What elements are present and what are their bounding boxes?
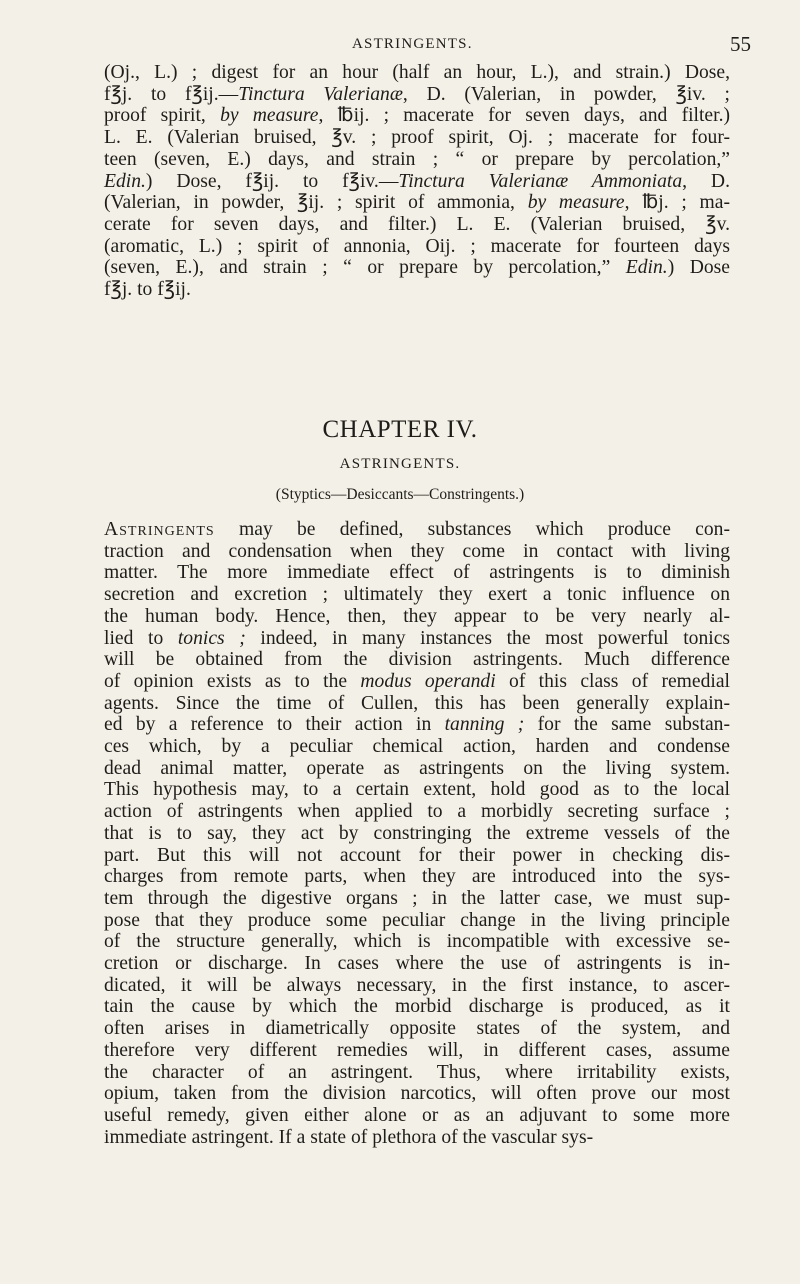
text-line: part. But this will not account for their power in checking dis- [104, 844, 730, 866]
text-line: traction and condensation when they come in contact with living [104, 540, 730, 562]
text-line: proof spirit, by measure, ℔ij. ; macerate for seven days, and filter.) [104, 105, 730, 127]
text-line: (seven, E.), and strain ; “ or prepare by percolation,” Edin.) Dose [104, 257, 730, 279]
text-line: immediate astringent. If a state of plethora of the vascular sys- [104, 1126, 594, 1148]
text-line: useful remedy, given either alone or as an adjuvant to some more [104, 1104, 730, 1126]
chapter-subtitle: (Styptics—Desiccants—Constringents.) [275, 486, 525, 503]
text-line: the character of an astringent. Thus, where irritability exists, [104, 1061, 730, 1083]
text-line: ces which, by a peculiar chemical action, harden and condense [104, 736, 730, 758]
text-line: (Oj., L.) ; digest for an hour (half an hour, L.), and strain.) Dose, [104, 62, 730, 83]
text-line: that is to say, they act by constringing the extreme vessels of the [104, 822, 730, 844]
text-line: therefore very different remedies will, in different cases, assume [104, 1039, 730, 1061]
text-line-first [104, 519, 730, 541]
text-line: the human body. Hence, then, they appear to be very nearly al- [104, 605, 730, 627]
main-paragraph [104, 519, 730, 1148]
text-line: will be obtained from the division astringents. Much difference [104, 649, 730, 671]
text-line: charges from remote parts, when they are introduced into the sys- [104, 866, 730, 888]
first-line-rest: may be defined, substances which produce con- [214, 519, 730, 540]
text-line: dead animal matter, operate as astringents on the living system. [104, 757, 730, 779]
text-line: dicated, it will be always necessary, in the first instance, to ascer- [104, 974, 730, 996]
running-title: ASTRINGENTS. [352, 36, 473, 52]
lead-word: Astringents [104, 519, 215, 540]
top-paragraph [104, 62, 730, 301]
text-line: cretion or discharge. In cases where the use of astringents is in- [104, 953, 730, 975]
text-line: tem through the digestive organs ; in the latter case, we must sup- [104, 887, 730, 909]
text-line: tain the cause by which the morbid discharge is produced, as it [104, 996, 730, 1018]
section-heading: ASTRINGENTS. [339, 456, 461, 472]
text-line: Edin.) Dose, f℥ij. to f℥iv.—Tinctura Valerianæ Ammoniata, D. [104, 170, 730, 192]
text-line: ed by a reference to their action in tanning ; for the same substan- [104, 714, 730, 736]
page-number: 55 [730, 32, 751, 56]
text-line: (aromatic, L.) ; spirit of annonia, Oij. ; macerate for fourteen days [104, 235, 730, 257]
text-line: of opinion exists as to the modus operandi of this class of remedial [104, 670, 730, 692]
text-line: opium, taken from the division narcotics, will often prove our most [104, 1083, 730, 1105]
text-line: teen (seven, E.) days, and strain ; “ or prepare by percolation,” [104, 148, 730, 170]
text-line: often arises in diametrically opposite states of the system, and [104, 1018, 730, 1040]
text-line: f℥j. to f℥ij. [104, 279, 191, 301]
chapter-heading: CHAPTER IV. [322, 416, 478, 443]
text-line: secretion and excretion ; ultimately they exert a tonic influence on [104, 584, 730, 606]
text-line: action of astringents when applied to a morbidly secreting surface ; [104, 801, 730, 823]
running-head [0, 32, 800, 56]
text-line: f℥j. to f℥ij.—Tinctura Valerianæ, D. (Valerian, in powder, ℥iv. ; [104, 83, 730, 105]
text-line: of the structure generally, which is incompatible with excessive se- [104, 931, 730, 953]
text-line: L. E. (Valerian bruised, ℥v. ; proof spirit, Oj. ; macerate for four- [104, 127, 730, 149]
text-line: agents. Since the time of Cullen, this has been generally explain- [104, 692, 730, 714]
text-line: lied to tonics ; indeed, in many instances the most powerful tonics [104, 627, 731, 649]
text-line: cerate for seven days, and filter.) L. E. (Valerian bruised, ℥v. [104, 213, 730, 235]
text-line: matter. The more immediate effect of astringents is to diminish [104, 562, 730, 584]
text-line: (Valerian, in powder, ℥ij. ; spirit of ammonia, by measure, ℔j. ; ma- [104, 192, 730, 214]
text-line: This hypothesis may, to a certain extent, hold good as to the local [104, 779, 730, 801]
text-line: pose that they produce some peculiar change in the living principle [104, 909, 730, 931]
